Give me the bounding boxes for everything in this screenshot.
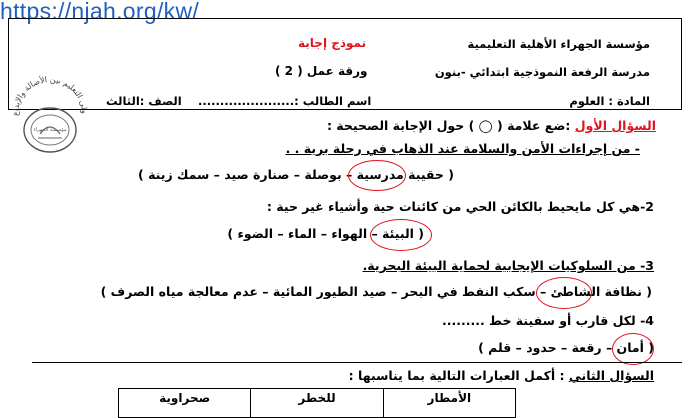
q1-item-4-question: 4- لكل قارب أو سفينة خط ......... bbox=[441, 313, 654, 328]
school-name: مدرسة الرفعة النموذجية ابتدائي -بنون bbox=[434, 65, 650, 79]
q1-item-2-options: ( البيئة – الهواء – الماء – الضوء ) bbox=[227, 226, 424, 241]
q1-item-1-question: - من إجراءات الأمن والسلامة عند الذهاب في رحلة برية . . bbox=[285, 141, 640, 156]
word-bank-cell: للخطر bbox=[250, 389, 382, 417]
model-answer-label: نموذج إجابة bbox=[298, 36, 367, 50]
institution-name: مؤسسة الجهراء الأهلية التعليمية bbox=[467, 37, 650, 51]
word-bank-table bbox=[118, 388, 516, 418]
grade-label: الصف :الثالث bbox=[106, 94, 182, 108]
word-bank-cell: صحراوية bbox=[159, 391, 211, 405]
q2-heading bbox=[349, 368, 654, 383]
q1-item-3-options: ( نظافة الشاطئ – سكب النفط في البحر – صيد الطيور المائية – عدم معالجة مياه الصرف ) bbox=[100, 284, 652, 299]
student-name-field: اسم الطالب :...................... bbox=[198, 94, 372, 108]
subject-label: المادة : العلوم bbox=[569, 94, 650, 108]
q1-instruction: :ضع علامة ( ◯ ) حول الإجابة الصحيحة : bbox=[326, 118, 571, 133]
q1-item-4-options: ( أمان – رقعة – حدود – قلم ) bbox=[478, 340, 654, 355]
q2-title: السؤال الثاني bbox=[568, 368, 654, 383]
q1-title: السؤال الأول bbox=[574, 118, 656, 133]
answer-circle-1 bbox=[348, 160, 406, 191]
svg-text:أولى التعليم بين الأصالة والإب bbox=[10, 72, 89, 116]
answer-circle-3 bbox=[536, 277, 592, 309]
school-stamp bbox=[10, 72, 90, 160]
q2-instruction: : أكمل العبارات التالية بما يناسبها : bbox=[348, 368, 565, 383]
answer-circle-2 bbox=[370, 219, 432, 251]
q1-item-2-question: 2-هي كل مايحيط بالكائن الحي من كائنات حية وأشياء غير حية : bbox=[266, 199, 654, 214]
word-bank-cell: الأمطار bbox=[383, 389, 515, 417]
stamp-inner-text: مؤسسة الجهراء bbox=[33, 127, 67, 133]
worksheet-number: ورقة عمل ( 2 ) bbox=[275, 64, 368, 78]
q1-item-1-options: ( حقيبة مدرسية – بوصلة – صنارة صيد – سمك زينة ) bbox=[138, 167, 454, 182]
q1-heading bbox=[327, 118, 656, 133]
q1-item-3-question: 3- من السلوكيات الإيجابية لحماية البيئة البحرية. bbox=[362, 258, 654, 273]
answer-circle-4 bbox=[612, 333, 654, 365]
watermark-url: https://njah.org/kw/ bbox=[0, 0, 200, 24]
section-divider bbox=[32, 362, 682, 363]
stamp-arc-text: ولى التعليم بين الأصالة والإبداع bbox=[10, 74, 90, 117]
